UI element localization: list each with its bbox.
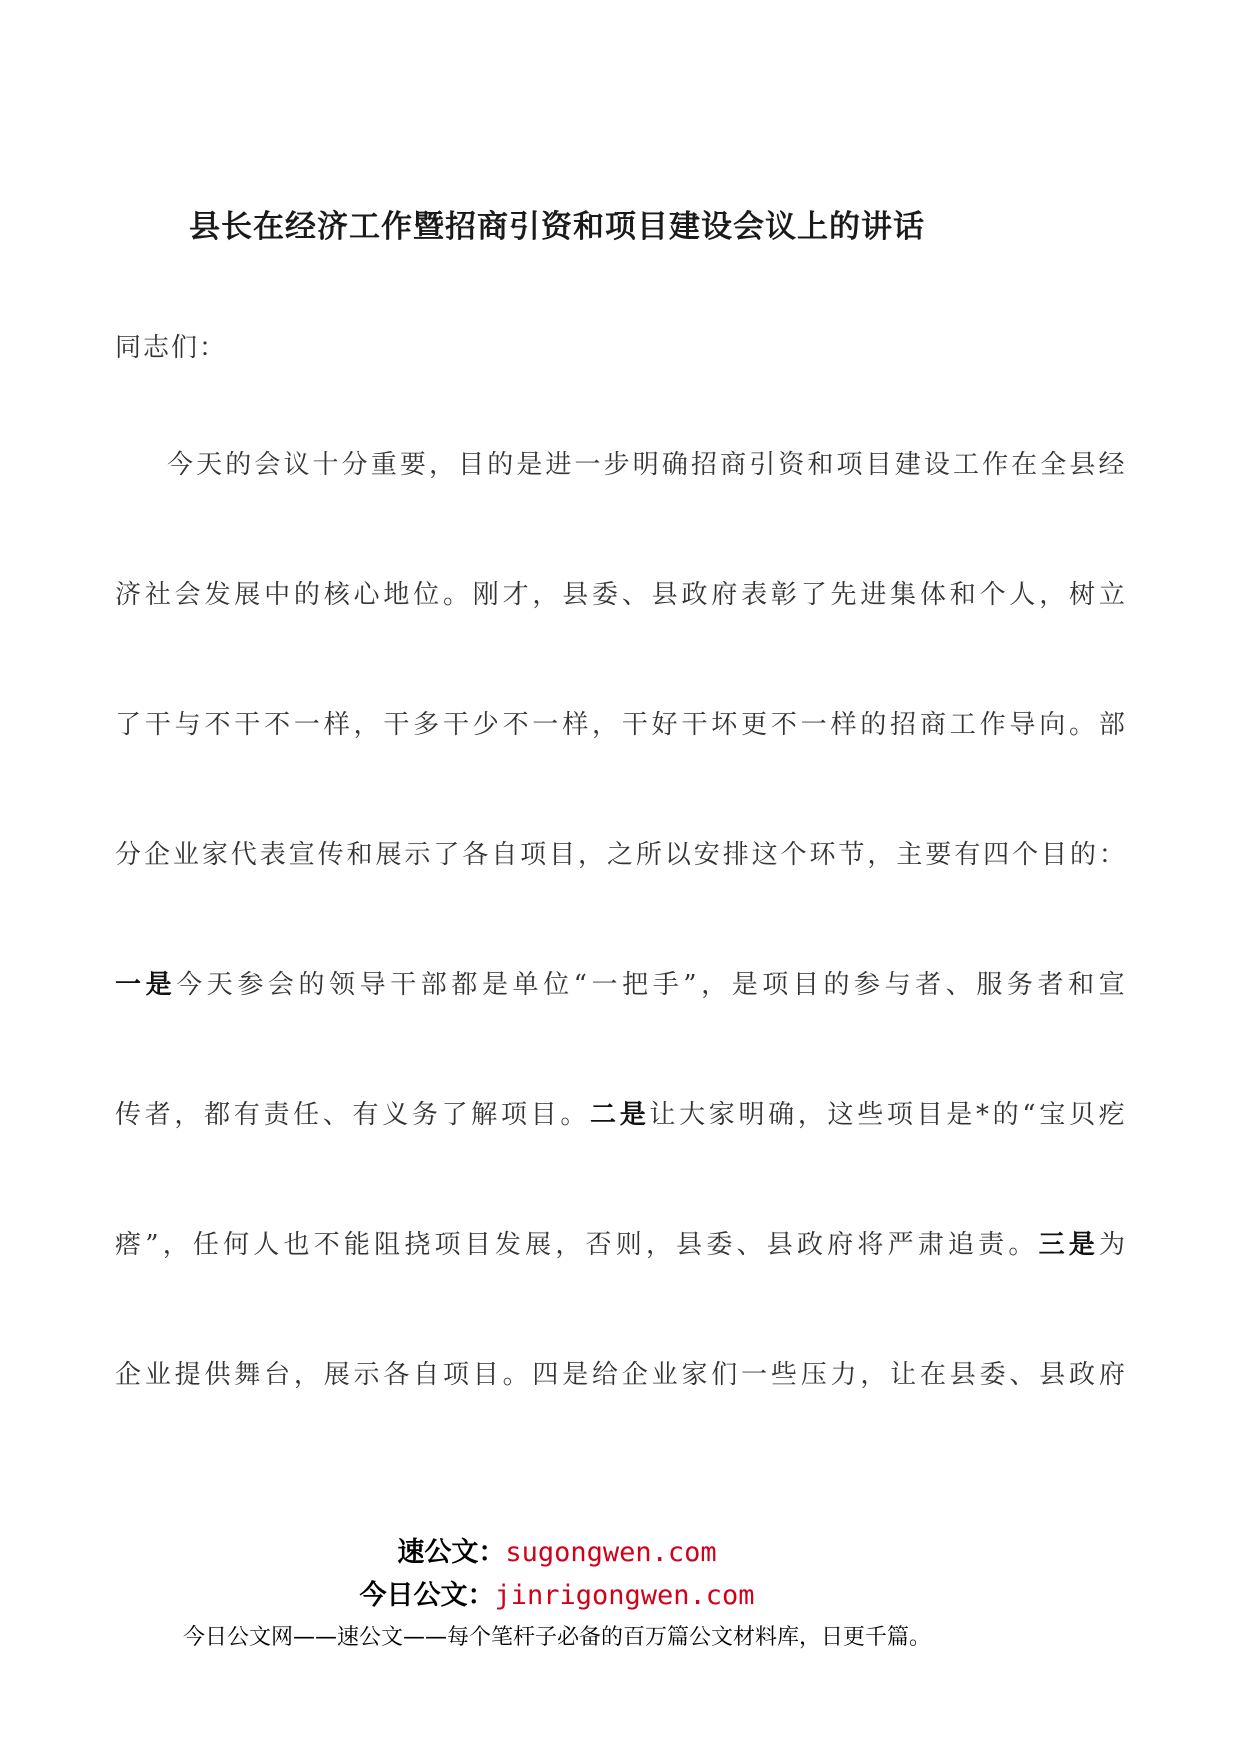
body-char: 企 — [143, 840, 170, 870]
body-char: 了 — [115, 710, 142, 740]
body-char: 服 — [976, 970, 1003, 1000]
body-line — [115, 1355, 1125, 1485]
body-char: 明 — [632, 450, 659, 480]
body-char: ” — [145, 1230, 159, 1260]
body-char: 解 — [471, 1100, 498, 1130]
body-char: 些 — [770, 1360, 797, 1390]
body-char: 与 — [174, 710, 201, 740]
body-char: 目 — [472, 1360, 499, 1390]
body-char: 严 — [887, 1230, 914, 1260]
body-char: 不 — [313, 1230, 340, 1260]
body-char: ， — [162, 1230, 189, 1260]
body-char: 为 — [1098, 1230, 1125, 1260]
body-char: 的 — [293, 580, 320, 610]
body-char: 们 — [711, 1360, 738, 1390]
body-char: 这 — [827, 1100, 854, 1130]
body-char: 向 — [1039, 710, 1066, 740]
body-char: 作 — [979, 710, 1006, 740]
body-char: 环 — [809, 840, 836, 870]
body-char: 部 — [1098, 710, 1125, 740]
body-char: 提 — [174, 1360, 201, 1390]
body-char: 干 — [144, 710, 171, 740]
body-line — [115, 1225, 1125, 1355]
body-char: * — [975, 1100, 989, 1130]
body-char: 任 — [293, 1100, 320, 1130]
body-char: 不 — [204, 710, 231, 740]
bold-char: 是 — [145, 970, 172, 1000]
body-char: 表 — [741, 580, 768, 610]
body-char: 是 — [516, 450, 543, 480]
body-char: 能 — [343, 1230, 370, 1260]
body-char: 发 — [204, 580, 231, 610]
body-char: 给 — [592, 1360, 619, 1390]
body-char: 节 — [838, 840, 865, 870]
body-char: 代 — [230, 840, 257, 870]
body-char: 天 — [206, 970, 233, 1000]
body-char: 县 — [676, 1230, 703, 1260]
body-char: 一 — [574, 450, 601, 480]
body-char: 将 — [857, 1230, 884, 1260]
body-char: 彰 — [770, 580, 797, 610]
body-char: 者 — [915, 970, 942, 1000]
body-char: 追 — [947, 1230, 974, 1260]
body-char: 所 — [635, 840, 662, 870]
body-char: ， — [428, 450, 455, 480]
body-char: 是 — [481, 970, 508, 1000]
body-char: 之 — [606, 840, 633, 870]
body-char: 和 — [949, 580, 976, 610]
footer-jinrigongwen-label: 今日公文： — [359, 1580, 495, 1611]
bold-char: 二 — [590, 1100, 617, 1130]
body-char: 者 — [144, 1100, 171, 1130]
footer-sugongwen-link[interactable]: sugongwen.com — [505, 1537, 717, 1568]
body-line — [115, 445, 1125, 575]
body-char: 务 — [411, 1100, 438, 1130]
body-char: 了 — [433, 840, 460, 870]
body-char: 和 — [1068, 970, 1095, 1000]
body-char: 展 — [525, 1230, 552, 1260]
body-char: 阻 — [374, 1230, 401, 1260]
bold-char: 是 — [1068, 1230, 1095, 1260]
body-char: 以 — [664, 840, 691, 870]
body-char: 刚 — [472, 580, 499, 610]
body-char: 集 — [890, 580, 917, 610]
body-char: 展 — [375, 840, 402, 870]
body-char: 全 — [1040, 450, 1067, 480]
body-char: 表 — [259, 840, 286, 870]
body-char: 建 — [894, 450, 921, 480]
body-char: 项 — [434, 1230, 461, 1260]
body-char: 业 — [651, 1360, 678, 1390]
body-char: 好 — [651, 710, 678, 740]
body-char: ， — [293, 1360, 320, 1390]
body-char: 示 — [353, 1360, 380, 1390]
body-char: 部 — [420, 970, 447, 1000]
body-char: ： — [1098, 840, 1125, 870]
body-char: 工 — [952, 450, 979, 480]
body-char: 也 — [283, 1230, 310, 1260]
body-char: 核 — [323, 580, 350, 610]
body-char: ， — [555, 1230, 582, 1260]
body-char: 力 — [830, 1360, 857, 1390]
body-char: 委 — [979, 1360, 1006, 1390]
body-char: 让 — [890, 1360, 917, 1390]
body-char: 步 — [603, 450, 630, 480]
body-char: 宣 — [1098, 970, 1125, 1000]
body-char: 者 — [1037, 970, 1064, 1000]
body-char: 的 — [1069, 840, 1096, 870]
footer-jinrigongwen-link[interactable]: jinrigongwen.com — [494, 1580, 755, 1611]
body-char: 了 — [441, 1100, 468, 1130]
bold-char: 一 — [115, 970, 142, 1000]
body-char: 义 — [382, 1100, 409, 1130]
body-char: 家 — [201, 840, 228, 870]
body-char: ， — [867, 840, 894, 870]
body-char: 更 — [741, 710, 768, 740]
body-char: 心 — [353, 580, 380, 610]
body-char: 自 — [413, 1360, 440, 1390]
body-char: 、 — [736, 1230, 763, 1260]
body-char: 四 — [983, 840, 1010, 870]
body-char: 社 — [144, 580, 171, 610]
body-char: ， — [860, 1360, 887, 1390]
body-char: 了 — [800, 580, 827, 610]
body-char: ” — [683, 970, 697, 1000]
body-char: 工 — [949, 710, 976, 740]
body-char: 位 — [543, 970, 570, 1000]
body-char: 都 — [204, 1100, 231, 1130]
body-char: 干 — [234, 710, 261, 740]
body-char: 目 — [464, 1230, 491, 1260]
body-char: ， — [578, 840, 605, 870]
body-char: 今 — [176, 970, 203, 1000]
body-char: 样 — [562, 710, 589, 740]
body-char: 政 — [681, 580, 708, 610]
body-char: 一 — [532, 710, 559, 740]
body-char: 的 — [225, 450, 252, 480]
body-char: 分 — [341, 450, 368, 480]
body-char: 把 — [622, 970, 649, 1000]
body-char: 和 — [807, 450, 834, 480]
body-line — [115, 835, 1125, 965]
body-char: 个 — [979, 580, 1006, 610]
body-char: 议 — [283, 450, 310, 480]
body-char: 引 — [749, 450, 776, 480]
body-char: 有 — [352, 1100, 379, 1130]
bold-char: 三 — [1038, 1230, 1065, 1260]
bold-char: 是 — [619, 1100, 646, 1130]
body-char: 府 — [1098, 1360, 1125, 1390]
body-char: 政 — [796, 1230, 823, 1260]
footer-sugongwen-label: 速公文： — [397, 1537, 506, 1568]
body-char: 县 — [1039, 1360, 1066, 1390]
body-char: 各 — [383, 1360, 410, 1390]
body-char: 不 — [770, 710, 797, 740]
body-char: 与 — [884, 970, 911, 1000]
body-char: 一 — [293, 710, 320, 740]
body-char: 有 — [233, 1100, 260, 1130]
body-char: 主 — [896, 840, 923, 870]
body-char: 作 — [982, 450, 1009, 480]
body-char: 县 — [1069, 450, 1096, 480]
body-char: 参 — [854, 970, 881, 1000]
body-char: 安 — [693, 840, 720, 870]
body-char: 瘩 — [115, 1230, 142, 1260]
body-char: 让 — [649, 1100, 676, 1130]
body-char: 贝 — [1068, 1100, 1095, 1130]
body-char: 。 — [560, 1100, 587, 1130]
body-text — [115, 445, 1125, 1485]
body-char: ， — [174, 1100, 201, 1130]
body-char: 不 — [502, 710, 529, 740]
body-char: 传 — [317, 840, 344, 870]
body-char: 项 — [762, 970, 789, 1000]
body-char: 导 — [1009, 710, 1036, 740]
body-char: 才 — [502, 580, 529, 610]
body-char: 项 — [520, 840, 547, 870]
body-char: 先 — [830, 580, 857, 610]
body-char: 十 — [312, 450, 339, 480]
footer-sugongwen — [0, 1535, 1114, 1571]
body-char: 一 — [591, 970, 618, 1000]
body-char: 体 — [919, 580, 946, 610]
body-char: 树 — [1069, 580, 1096, 610]
body-char: 进 — [860, 580, 887, 610]
body-char: 府 — [827, 1230, 854, 1260]
body-char: 有 — [954, 840, 981, 870]
body-char: 设 — [923, 450, 950, 480]
body-char: ， — [592, 710, 619, 740]
body-char: 人 — [253, 1230, 280, 1260]
body-char: 台 — [264, 1360, 291, 1390]
body-char: 是 — [731, 970, 758, 1000]
body-char: “ — [1022, 1100, 1036, 1130]
body-char: 府 — [711, 580, 738, 610]
body-char: 在 — [1011, 450, 1038, 480]
footer-slogan: 今日公文网——速公文——每个笔杆子必备的百万篇公文材料库，日更千篇。 — [182, 1625, 931, 1650]
body-char: 自 — [491, 840, 518, 870]
body-char: 的 — [823, 970, 850, 1000]
body-char: 示 — [404, 840, 431, 870]
body-line — [115, 575, 1125, 705]
body-char: 委 — [706, 1230, 733, 1260]
body-char: 县 — [949, 1360, 976, 1390]
body-char: 导 — [359, 970, 386, 1000]
body-char: 县 — [651, 580, 678, 610]
body-char: 家 — [681, 1360, 708, 1390]
body-char: 招 — [690, 450, 717, 480]
body-char: 确 — [768, 1100, 795, 1130]
body-char: ， — [1039, 580, 1066, 610]
body-char: 项 — [500, 1100, 527, 1130]
body-char: 是 — [562, 1360, 589, 1390]
body-char: 少 — [472, 710, 499, 740]
body-char: 。 — [502, 1360, 529, 1390]
body-char: 一 — [800, 710, 827, 740]
body-char: 排 — [722, 840, 749, 870]
body-char: 招 — [890, 710, 917, 740]
body-char: 舞 — [234, 1360, 261, 1390]
body-char: 立 — [1098, 580, 1125, 610]
body-char: 会 — [254, 450, 281, 480]
body-char: 重 — [370, 450, 397, 480]
body-char: 商 — [919, 710, 946, 740]
body-char: 。 — [442, 580, 469, 610]
body-char: 目 — [865, 450, 892, 480]
body-char: 这 — [751, 840, 778, 870]
body-char: 一 — [741, 1360, 768, 1390]
body-char: 责 — [978, 1230, 1005, 1260]
body-char: 地 — [383, 580, 410, 610]
body-char: 目 — [458, 450, 485, 480]
body-char: 单 — [512, 970, 539, 1000]
body-char: 疙 — [1098, 1100, 1125, 1130]
body-char: 领 — [329, 970, 356, 1000]
body-char: 分 — [115, 840, 142, 870]
body-char: 发 — [494, 1230, 521, 1260]
body-char: 干 — [390, 970, 417, 1000]
body-char: 的 — [860, 710, 887, 740]
body-char: 样 — [323, 710, 350, 740]
body-char: 坏 — [711, 710, 738, 740]
body-char: 明 — [738, 1100, 765, 1130]
body-char: 、 — [1009, 1360, 1036, 1390]
body-char: 资 — [778, 450, 805, 480]
document-title: 县长在经济工作暨招商引资和项目建设会议上的讲话 — [189, 209, 925, 245]
body-char: 则 — [615, 1230, 642, 1260]
body-char: 天 — [196, 450, 223, 480]
body-char: ， — [797, 1100, 824, 1130]
body-char: 商 — [720, 450, 747, 480]
body-char: 展 — [234, 580, 261, 610]
body-char: 干 — [681, 710, 708, 740]
body-char: 多 — [413, 710, 440, 740]
body-char: 目 — [916, 1100, 943, 1130]
body-char: 肃 — [917, 1230, 944, 1260]
body-char: 在 — [919, 1360, 946, 1390]
body-char: 进 — [545, 450, 572, 480]
body-char: 中 — [264, 580, 291, 610]
body-char: 企 — [115, 1360, 142, 1390]
body-char: 否 — [585, 1230, 612, 1260]
body-char: 宝 — [1039, 1100, 1066, 1130]
body-char: 传 — [115, 1100, 142, 1130]
body-char: 业 — [172, 840, 199, 870]
body-char: 人 — [1009, 580, 1036, 610]
body-char: 挠 — [404, 1230, 431, 1260]
body-char: 政 — [1069, 1360, 1096, 1390]
body-char: 的 — [487, 450, 514, 480]
body-char: 项 — [886, 1100, 913, 1130]
body-char: 供 — [204, 1360, 231, 1390]
body-char: ， — [701, 970, 728, 1000]
body-char: 四 — [532, 1360, 559, 1390]
body-char: 、 — [322, 1100, 349, 1130]
body-char: 济 — [115, 580, 142, 610]
body-char: 任 — [192, 1230, 219, 1260]
body-char: 今 — [167, 450, 194, 480]
body-char: 的 — [298, 970, 325, 1000]
body-char: 各 — [462, 840, 489, 870]
footer-jinrigongwen — [0, 1578, 1114, 1614]
body-char: 大 — [679, 1100, 706, 1130]
body-char: 要 — [399, 450, 426, 480]
body-line — [115, 1095, 1125, 1225]
body-char: 责 — [263, 1100, 290, 1130]
body-char: 的 — [992, 1100, 1019, 1130]
body-char: 、 — [621, 580, 648, 610]
body-char: 个 — [780, 840, 807, 870]
body-char: 家 — [708, 1100, 735, 1130]
body-char: 样 — [830, 710, 857, 740]
body-char: ， — [353, 710, 380, 740]
body-char: 宣 — [288, 840, 315, 870]
body-char: 会 — [174, 580, 201, 610]
body-char: 参 — [237, 970, 264, 1000]
body-char: 手 — [652, 970, 679, 1000]
body-char: 、 — [945, 970, 972, 1000]
body-char: 业 — [144, 1360, 171, 1390]
body-char: ， — [645, 1230, 672, 1260]
body-char: 展 — [323, 1360, 350, 1390]
body-char: 。 — [1069, 710, 1096, 740]
body-char: “ — [573, 970, 587, 1000]
body-char: ， — [532, 580, 559, 610]
body-char: 干 — [383, 710, 410, 740]
body-line — [115, 705, 1125, 835]
body-char: 是 — [946, 1100, 973, 1130]
body-char: 要 — [925, 840, 952, 870]
body-char: 目 — [530, 1100, 557, 1130]
body-char: 项 — [836, 450, 863, 480]
body-char: 目 — [792, 970, 819, 1000]
body-char: 个 — [1012, 840, 1039, 870]
body-char: 县 — [562, 580, 589, 610]
body-char: 干 — [442, 710, 469, 740]
body-char: 确 — [661, 450, 688, 480]
body-char: 项 — [442, 1360, 469, 1390]
body-char: 何 — [223, 1230, 250, 1260]
body-char: 企 — [621, 1360, 648, 1390]
salutation: 同志们： — [115, 333, 228, 363]
body-char: 都 — [451, 970, 478, 1000]
body-char: 。 — [1008, 1230, 1035, 1260]
body-char: 县 — [766, 1230, 793, 1260]
body-char: 务 — [1006, 970, 1033, 1000]
body-char: 压 — [800, 1360, 827, 1390]
body-char: 会 — [267, 970, 294, 1000]
body-char: 目 — [1041, 840, 1068, 870]
body-char: 和 — [346, 840, 373, 870]
body-char: 些 — [857, 1100, 884, 1130]
body-line — [115, 965, 1125, 1095]
body-char: 干 — [621, 710, 648, 740]
body-char: 位 — [413, 580, 440, 610]
body-char: 不 — [264, 710, 291, 740]
body-char: 经 — [1098, 450, 1125, 480]
body-char: 委 — [592, 580, 619, 610]
body-char: 目 — [549, 840, 576, 870]
